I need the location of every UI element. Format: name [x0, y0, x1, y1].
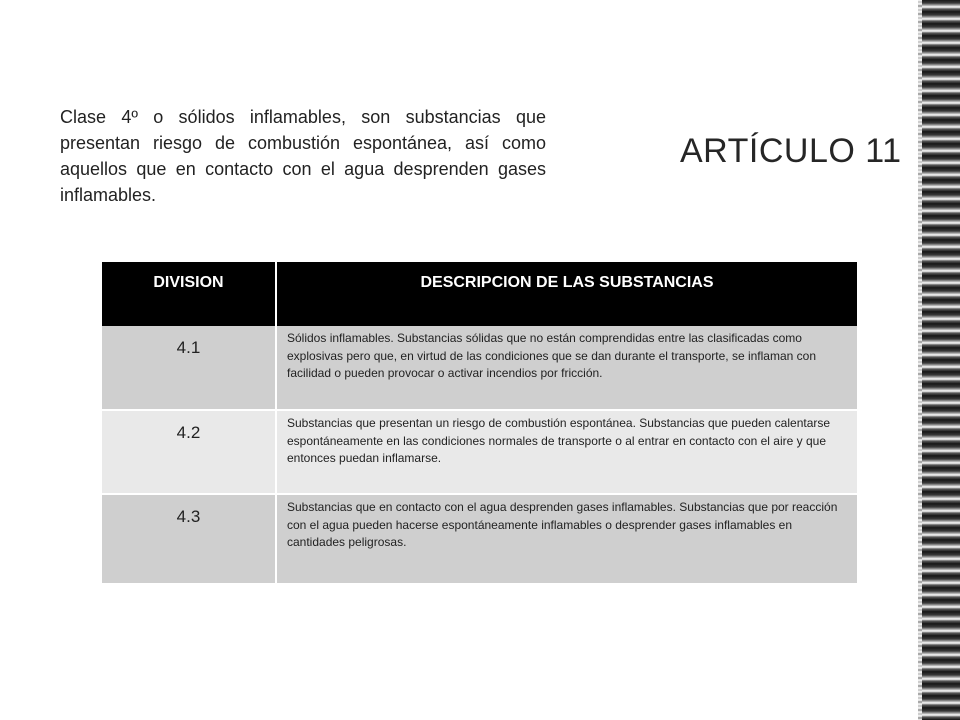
intro-paragraph: Clase 4º o sólidos inflamables, son substancias que presentan riesgo de combustión espontánea, así como aquellos que en contacto con el agua desprenden gases inflamables. — [60, 107, 546, 205]
description-cell: Substancias que en contacto con el agua desprenden gases inflamables. Substancias que por reacción con el agua pueden hacerse espontáneamente inflamables o desprender gases inflamables en cantidades peligrosas. — [276, 494, 857, 584]
slide-title: ARTÍCULO 11 — [680, 132, 902, 170]
division-cell: 4.2 — [102, 410, 276, 494]
table-row — [102, 326, 857, 410]
table-header-row — [102, 262, 857, 326]
header-description: DESCRIPCION DE LAS SUBSTANCIAS — [276, 262, 857, 326]
description-cell: Substancias que presentan un riesgo de combustión espontánea. Substancias que pueden calentarse espontáneamente en las condiciones normales de transporte o al entrar en contacto con el aire y que entonces puedan inflamarse. — [276, 410, 857, 494]
description-cell: Sólidos inflamables. Substancias sólidas que no están comprendidas entre las clasificadas como explosivas pero que, en virtud de las condiciones que se dan durante el transporte, se inflaman con facilidad o pueden provocar o activar incendios por fricción. — [276, 326, 857, 410]
substances-table — [102, 262, 857, 585]
header-division: DIVISION — [102, 262, 276, 326]
division-cell: 4.1 — [102, 326, 276, 410]
table-row — [102, 494, 857, 584]
table-row — [102, 410, 857, 494]
division-cell: 4.3 — [102, 494, 276, 584]
decorative-border-strip — [922, 0, 960, 720]
